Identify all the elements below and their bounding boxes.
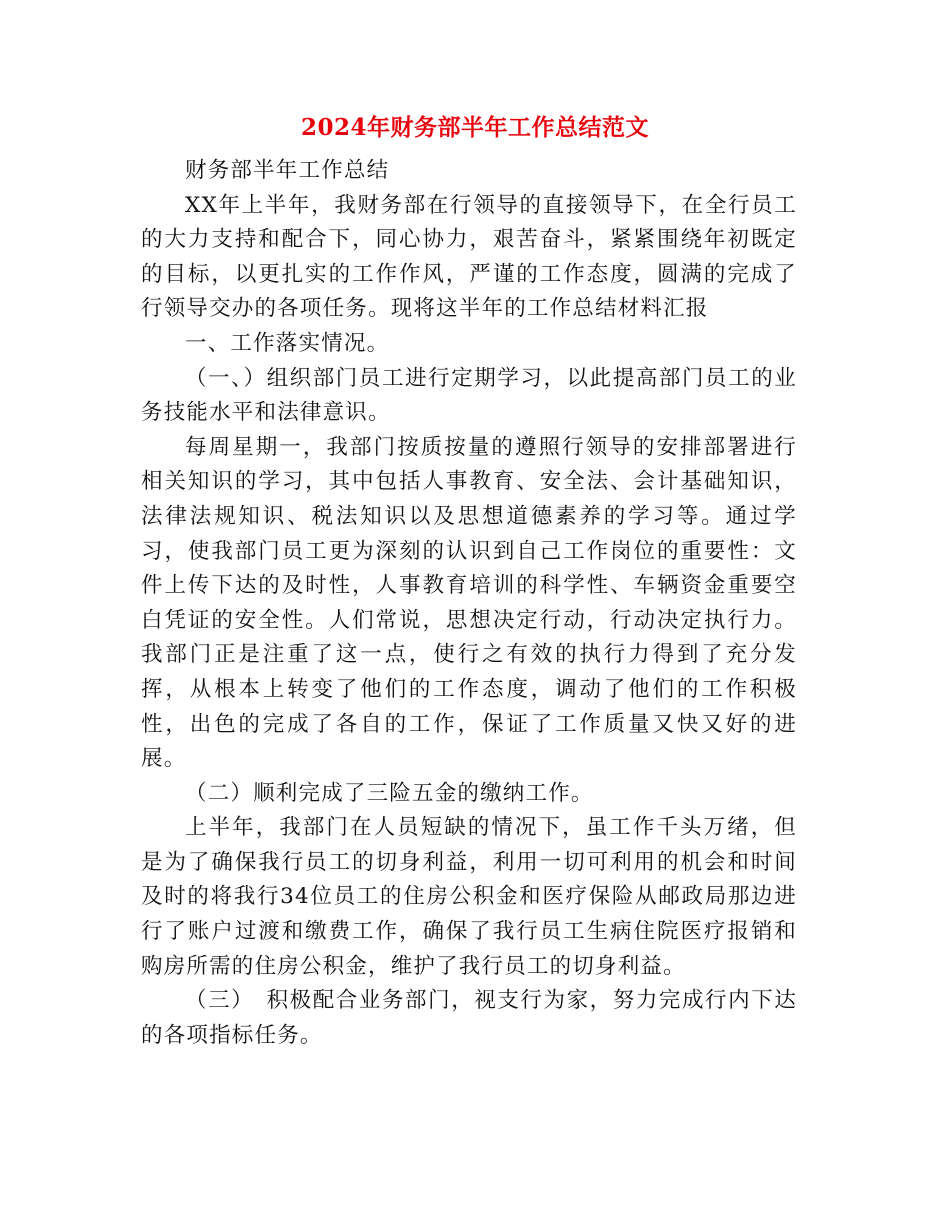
document-body: [141, 154, 797, 1053]
subsection-heading-2: （二）顺利完成了三险五金的缴纳工作。: [185, 780, 594, 806]
paragraph-intro: XX年上半年，我财务部在行领导的直接领导下，在全行员工的大力支持和配合下，同心协力，艰苦奋斗，紧紧围绕年初既定的目标，以更扎实的工作作风，严谨的工作态度，圆满的完成了行领导交办的各项任务。现将这半年的工作总结材料汇报: [141, 192, 797, 322]
paragraph-insurance: 上半年，我部门在人员短缺的情况下，虽工作千头万绪，但是为了确保我行员工的切身利益，利用一切可利用的机会和时间及时的将我行34位员工的住房公积金和医疗保险从邮政局那边进行了账户过渡和缴费工作，确保了我行员工生病住院医疗报销和购房所需的住房公积金，维护了我行员工的切身利益。: [141, 815, 797, 979]
section-heading-1: 一、工作落实情况。: [185, 330, 390, 356]
document-title: 2024年财务部半年工作总结范文: [300, 114, 649, 141]
subsection-heading-3: （三） 积极配合业务部门，视支行为家，努力完成行内下达的各项指标任务。: [141, 988, 797, 1048]
subsection-heading-1: （一、）组织部门员工进行定期学习，以此提高部门员工的业务技能水平和法律意识。: [141, 365, 797, 426]
paragraph-study: 每周星期一，我部门按质按量的遵照行领导的安排部署进行相关知识的学习，其中包括人事教育、安全法、会计基础知识，法律法规知识、税法知识以及思想道德素养的学习等。通过学习，使我部门员工更为深刻的认识到自己工作岗位的重要性：文件上传下达的及时性，人事教育培训的科学性、车辆资金重要空白凭证的安全性。人们常说，思想决定行动，行动决定执行力。我部门正是注重了这一点，使行之有效的执行力得到了充分发挥，从根本上转变了他们的工作态度，调动了他们的工作积极性，出色的完成了各自的工作，保证了工作质量又快又好的进展。: [141, 434, 797, 772]
paragraph-subtitle: 财务部半年工作总结: [185, 158, 390, 183]
